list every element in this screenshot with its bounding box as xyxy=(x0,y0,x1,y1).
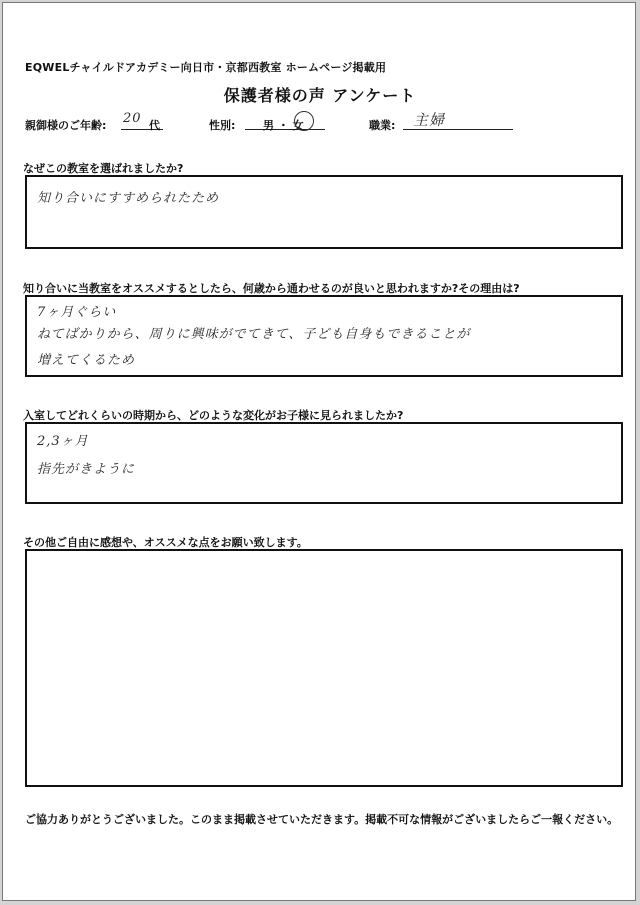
question-3-answer-line-1: 2,3ヶ月 xyxy=(37,434,89,449)
occupation-value: 主婦 xyxy=(413,111,446,129)
question-2-answer-box xyxy=(25,295,623,377)
question-3-answer-line-2: 指先がきように xyxy=(37,462,136,477)
question-1-label: なぜこの教室を選ばれましたか? xyxy=(23,162,184,175)
question-2-answer-line-2: ねてばかりから、周りに興味がでてきて、子ども自身もできることが xyxy=(37,327,471,342)
gender-options: 男 ・ 女 xyxy=(263,119,304,132)
gender-selection-circle xyxy=(294,111,314,131)
survey-sheet xyxy=(2,2,636,901)
gender-label: 性別: xyxy=(209,119,236,132)
occupation-label: 職業: xyxy=(369,119,396,132)
question-3-answer-box xyxy=(25,422,623,504)
question-4-label: その他ご自由に感想や、オススメな点をお願い致します。 xyxy=(23,536,308,549)
question-2-answer-line-1: 7ヶ月ぐらい xyxy=(37,305,117,320)
age-suffix: 代 xyxy=(149,119,160,132)
footer-note: ご協力ありがとうございました。このまま掲載させていただきます。掲載不可な情報がございましたらご一報ください。 xyxy=(25,813,619,826)
survey-title: 保護者様の声 アンケート xyxy=(223,86,417,105)
question-3-label: 入室してどれくらいの時期から、どのような変化がお子様に見られましたか? xyxy=(23,409,404,422)
age-value: 20 xyxy=(123,111,142,126)
question-1-answer-line-1: 知り合いにすすめられたため xyxy=(37,191,220,206)
question-4-answer-box xyxy=(25,549,623,787)
question-2-answer-line-3: 増えてくるため xyxy=(37,353,136,368)
question-1-answer-box xyxy=(25,175,623,249)
organization-header: EQWELチャイルドアカデミー向日市・京都西教室 ホームページ掲載用 xyxy=(25,61,387,74)
age-label: 親御様のご年齢: xyxy=(25,119,107,132)
question-2-label: 知り合いに当教室をオススメするとしたら、何歳から通わせるのが良いと思われますか?その理由は? xyxy=(23,282,520,295)
